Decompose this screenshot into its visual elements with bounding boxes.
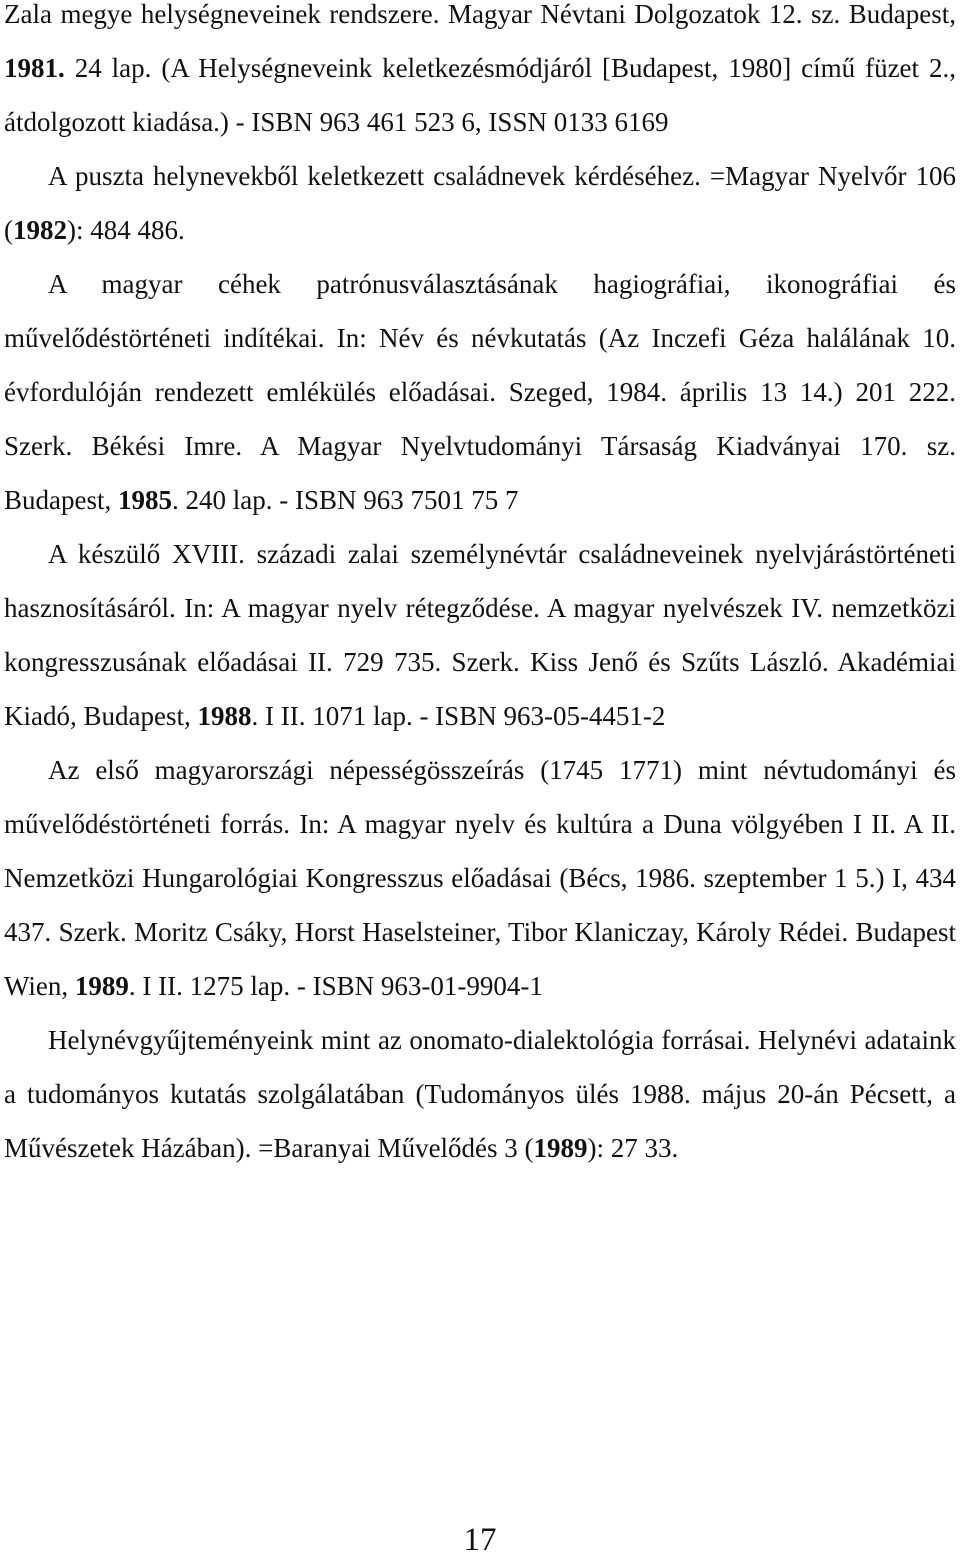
- entry-year: 1989: [74, 971, 129, 1001]
- bibliography-entry: [4, 0, 956, 149]
- entry-year: 1988: [197, 701, 252, 731]
- entry-text: ): 27 33.: [587, 1133, 679, 1163]
- entry-year: 1985: [118, 485, 172, 515]
- entry-year: 1981.: [4, 53, 65, 83]
- page-number: 17: [463, 1522, 497, 1558]
- entry-text: Az első magyarországi népességösszeírás (1745 1771) mint névtudományi és művelődéstörténeti forrás. In: A magyar nyelv és kultúra a Duna völgyében I II. A II. Nemzetközi Hungarológiai Kongresszus előadásai (Bécs, 1986. szeptember 1 5.) I, 434 437. Szerk. Moritz Csáky, Horst Haselsteiner, Tibor Klaniczay, Károly Rédei. Budapest Wien,: [4, 755, 956, 1001]
- entry-text: A készülő XVIII. századi zalai személynévtár családneveinek nyelvjárástörténeti hasznosításáról. In: A magyar nyelv rétegződése. A magyar nyelvészek IV. nemzetközi kongresszusának előadásai II. 729 735. Szerk. Kiss Jenő és Szűts László. Akadémiai Kiadó, Budapest,: [4, 539, 956, 731]
- entry-year: 1989: [533, 1133, 588, 1163]
- entry-text: . 240 lap. - ISBN 963 7501 75 7: [172, 485, 519, 515]
- entry-text: A puszta helynevekből keletkezett családnevek kérdéséhez. =Magyar Nyelvőr 106 (: [4, 161, 956, 245]
- entry-text: . I II. 1275 lap. - ISBN 963-01-9904-1: [128, 971, 543, 1001]
- bibliography-entry: [4, 743, 956, 1013]
- bibliography-entry: [4, 257, 956, 527]
- bibliography-page: [4, 0, 956, 1175]
- entry-text: Helynévgyűjteményeink mint az onomato-dialektológia forrásai. Helynévi adataink a tudományos kutatás szolgálatában (Tudományos ülés 1988. május 20-án Pécsett, a Művészetek Házában). =Baranyai Művelődés 3 (: [4, 1025, 956, 1163]
- entry-text: A magyar céhek patrónusválasztásának hagiográfiai, ikonográfiai és művelődéstörténeti indítékai. In: Név és névkutatás (Az Inczefi Géza halálának 10. évfordulóján rendezett emlékülés előadásai. Szeged, 1984. április 13 14.) 201 222. Szerk. Békési Imre. A Magyar Nyelvtudományi Társaság Kiadványai 170. sz. Budapest,: [4, 269, 956, 515]
- entry-year: 1982: [13, 215, 67, 245]
- bibliography-entry: [4, 149, 956, 257]
- bibliography-entry: [4, 1013, 956, 1175]
- entry-text: Zala megye helységneveinek rendszere. Magyar Névtani Dolgozatok 12. sz. Budapest,: [4, 0, 956, 29]
- entry-text: . I II. 1071 lap. - ISBN 963-05-4451-2: [251, 701, 666, 731]
- bibliography-entry: [4, 527, 956, 743]
- entry-text: ): 484 486.: [67, 215, 185, 245]
- entry-text: 24 lap. (A Helységneveink keletkezésmódjáról [Budapest, 1980] című füzet 2., átdolgozott kiadása.) - ISBN 963 461 523 6, ISSN 0133 6169: [4, 53, 956, 137]
